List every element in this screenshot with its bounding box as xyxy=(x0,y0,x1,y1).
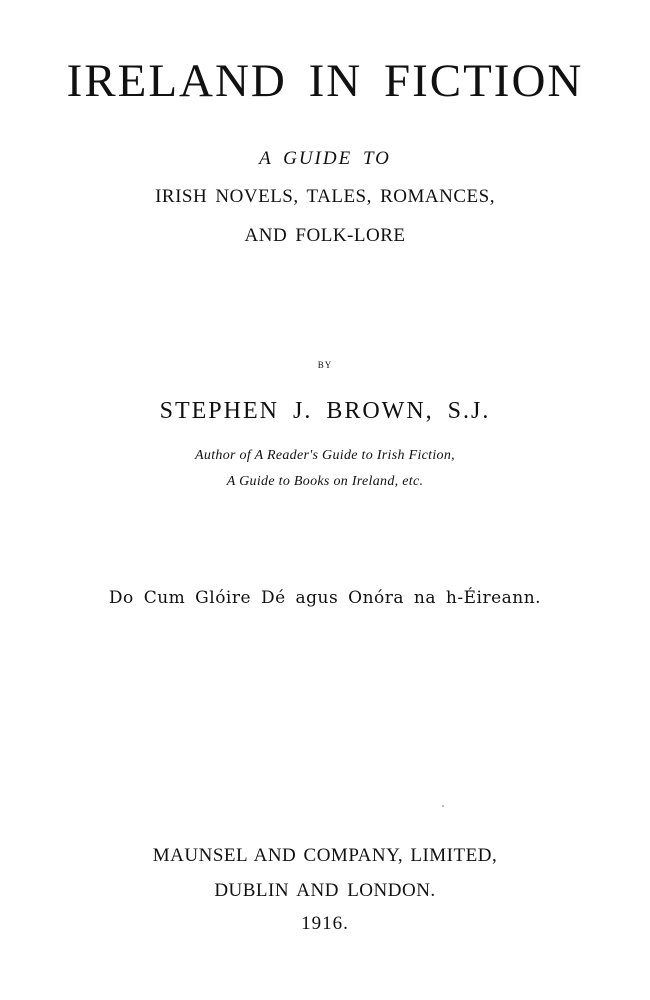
subtitle-line-1: A GUIDE TO xyxy=(259,148,391,169)
author-credentials-line-1: Author of A Reader's Guide to Irish Fiction, xyxy=(195,448,455,463)
book-title: IRELAND IN FICTION xyxy=(66,55,584,107)
publisher-location: DUBLIN AND LONDON. xyxy=(214,880,436,901)
irish-dedication: Do Cum Glóire Dé agus Onóra na h-Éireann. xyxy=(108,588,542,608)
author-credentials-line-2: A Guide to Books on Ireland, etc. xyxy=(226,474,424,489)
subtitle-line-2: IRISH NOVELS, TALES, ROMANCES, xyxy=(155,186,495,207)
by-label: BY xyxy=(317,360,333,370)
print-speck xyxy=(442,805,444,807)
publication-year: 1916. xyxy=(301,913,349,934)
publisher-name: MAUNSEL AND COMPANY, LIMITED, xyxy=(152,845,498,866)
author-name: STEPHEN J. BROWN, S.J. xyxy=(159,398,491,424)
subtitle-line-3: AND FOLK-LORE xyxy=(244,225,406,246)
